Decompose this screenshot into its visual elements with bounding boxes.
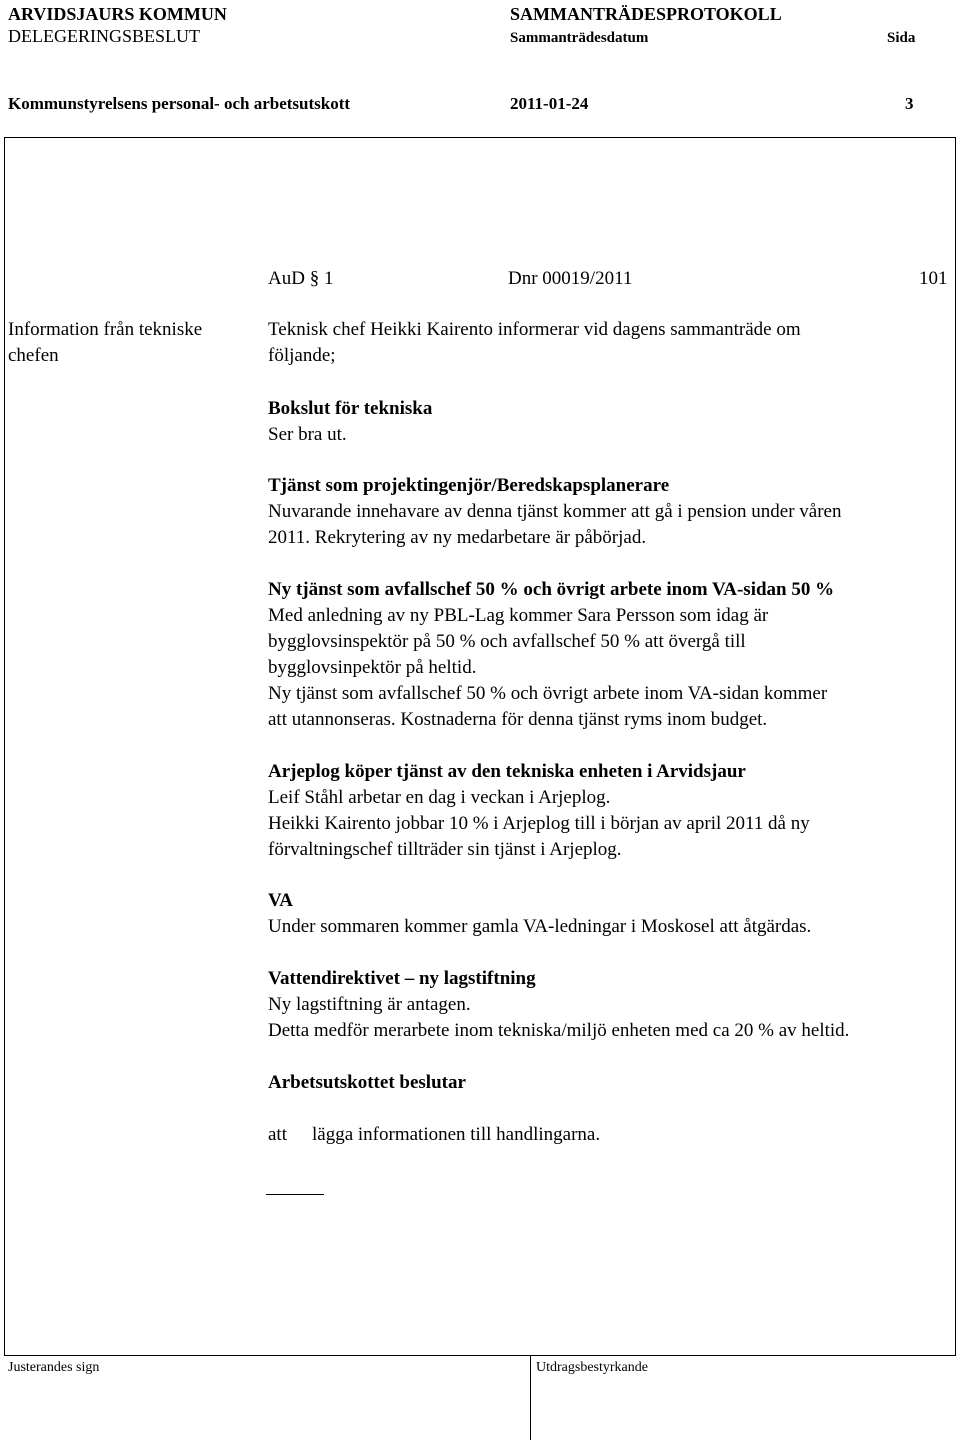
section-bokslut: Bokslut för tekniska Ser bra ut. bbox=[268, 396, 948, 448]
side-title-line-1: Information från tekniske bbox=[8, 319, 203, 340]
footer-justerandes-sign: Justerandes sign bbox=[8, 1360, 100, 1375]
section-heading: Bokslut för tekniska bbox=[268, 398, 433, 419]
decision-att: att bbox=[268, 1124, 287, 1145]
org-name: ARVIDSJAURS KOMMUN bbox=[8, 4, 227, 24]
section-heading: Ny tjänst som avfallschef 50 % och övrigt arbete inom VA-sidan 50 % bbox=[268, 579, 835, 600]
date-label: Sammanträdesdatum bbox=[510, 30, 649, 46]
section-vattendirektivet: Vattendirektivet – ny lagstiftning Ny lagstiftning är antagen. Detta medför merarbete inom tekniska/miljö enheten med ca 20 % av heltid. bbox=[268, 966, 948, 1044]
decision-heading: Arbetsutskottet beslutar bbox=[268, 1072, 466, 1093]
dnr: Dnr 00019/2011 bbox=[508, 268, 633, 289]
doc-type: SAMMANTRÄDESPROTOKOLL bbox=[510, 4, 782, 24]
section-heading: VA bbox=[268, 890, 293, 911]
paragraph-code: AuD § 1 bbox=[268, 268, 334, 289]
frame-top-rule bbox=[4, 137, 956, 138]
section-heading: Arjeplog köper tjänst av den tekniska enheten i Arvidsjaur bbox=[268, 761, 746, 782]
section-projektingenjor: Tjänst som projektingenjör/Beredskapsplanerare Nuvarande innehavare av denna tjänst kommer att gå i pension under våren 2011. Rekrytering av ny medarbetare är påbörjad. bbox=[268, 473, 948, 551]
page-label: Sida bbox=[887, 30, 916, 46]
footer-utdragsbestyrkande: Utdragsbestyrkande bbox=[536, 1360, 648, 1375]
intro-paragraph: Teknisk chef Heikki Kairento informerar vid dagens sammanträde om följande; bbox=[268, 319, 801, 366]
frame-bottom-rule bbox=[4, 1355, 956, 1356]
frame-left-rule bbox=[4, 137, 5, 1355]
doc-subtitle: DELEGERINGSBESLUT bbox=[8, 26, 200, 46]
end-rule bbox=[266, 1194, 324, 1195]
side-title-line-2: chefen bbox=[8, 345, 59, 366]
matter-number: 101 bbox=[919, 268, 948, 289]
page-number: 3 bbox=[905, 94, 914, 113]
section-heading: Vattendirektivet – ny lagstiftning bbox=[268, 968, 536, 989]
section-va: VA Under sommaren kommer gamla VA-ledningar i Moskosel att åtgärdas. bbox=[268, 888, 948, 940]
meeting-date: 2011-01-24 bbox=[510, 94, 589, 113]
section-arjeplog: Arjeplog köper tjänst av den tekniska enheten i Arvidsjaur Leif Ståhl arbetar en dag i veckan i Arjeplog. Heikki Kairento jobbar 10 % i Arjeplog till i början av april 2011 då ny förvaltningschef tillträder sin tjänst i Arjeplog. bbox=[268, 759, 948, 863]
section-heading: Tjänst som projektingenjör/Beredskapsplanerare bbox=[268, 475, 670, 496]
section-avfallschef: Ny tjänst som avfallschef 50 % och övrigt arbete inom VA-sidan 50 % Med anledning av ny PBL-Lag kommer Sara Persson som idag är bygglovsinspektör på 50 % och avfallschef 50 % att övergå till bygglovsinpektör på heltid. Ny tjänst som avfallschef 50 % och övrigt arbete inom VA-sidan kommer att utannonseras. Kostnaderna för denna tjänst ryms inom budget. bbox=[268, 577, 948, 733]
decision-text: lägga informationen till handlingarna. bbox=[312, 1124, 601, 1145]
committee-name: Kommunstyrelsens personal- och arbetsutskott bbox=[8, 94, 351, 113]
frame-right-rule bbox=[955, 137, 956, 1355]
footer-divider bbox=[530, 1355, 531, 1440]
